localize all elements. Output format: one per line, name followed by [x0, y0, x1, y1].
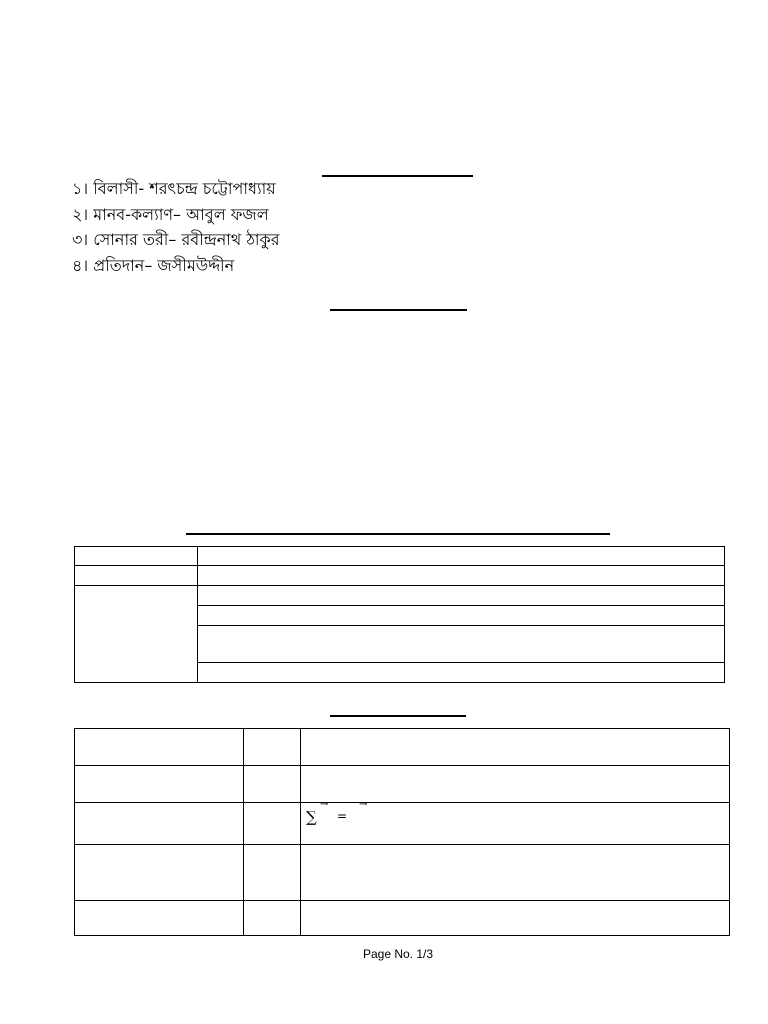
- list-item: [72, 202, 280, 228]
- table-row: [75, 901, 730, 936]
- list-number: ১।: [72, 179, 89, 198]
- table-row: [75, 586, 725, 606]
- table-cell: [244, 901, 301, 936]
- table-cell: [301, 901, 730, 936]
- table-1: [74, 546, 725, 683]
- list-item: [72, 227, 280, 253]
- list-text: মানব-কল্যাণ– আবুল ফজল: [93, 204, 269, 224]
- table-row: [75, 803, 730, 845]
- table-cell: [301, 729, 730, 766]
- table-cell: [198, 663, 725, 683]
- list-item: [72, 176, 280, 202]
- list-text: বিলাসী- শরৎচন্দ্র চট্টোপাধ্যায়: [93, 179, 276, 198]
- vector-arrow: →: [320, 799, 329, 810]
- table-cell: [198, 606, 725, 626]
- syllabus-list: [72, 176, 280, 278]
- table-row: [75, 729, 730, 766]
- table-cell: [244, 729, 301, 766]
- table-cell: [75, 845, 244, 901]
- table-cell: [198, 566, 725, 586]
- table-cell: [75, 586, 198, 683]
- list-text: প্রতিদান– জসীমউদ্দীন: [93, 255, 235, 275]
- table-cell: [244, 845, 301, 901]
- table-cell: [244, 766, 301, 803]
- table-cell: [301, 845, 730, 901]
- table-cell: [198, 586, 725, 606]
- heading-underline-3: [186, 533, 610, 535]
- equals-sign: =: [337, 809, 348, 823]
- list-number: ৪।: [72, 255, 89, 275]
- table-cell: [198, 626, 725, 663]
- table-cell: [75, 729, 244, 766]
- table-cell: [75, 766, 244, 803]
- table-cell: [75, 547, 198, 566]
- heading-underline-1: [322, 175, 473, 177]
- list-item: [72, 253, 280, 279]
- table-row: [75, 547, 725, 566]
- table-row: [75, 845, 730, 901]
- heading-underline-4: [330, 715, 466, 717]
- table-cell: [75, 566, 198, 586]
- table-row: [75, 766, 730, 803]
- table-cell: [75, 803, 244, 845]
- vector-arrow: →: [359, 799, 368, 810]
- heading-underline-2: [330, 309, 467, 311]
- table-cell: [198, 547, 725, 566]
- table-row: [75, 566, 725, 586]
- list-number: ৩।: [72, 230, 89, 249]
- sigma-symbol: ∑: [306, 808, 317, 826]
- list-number: ২।: [72, 204, 89, 224]
- table-2: [74, 728, 730, 936]
- list-text: সোনার তরী– রবীন্দ্রনাথ ঠাকুর: [93, 230, 280, 249]
- table-cell: [301, 766, 730, 803]
- page-number: Page No. 1/3: [362, 947, 434, 961]
- table-cell: [75, 901, 244, 936]
- table-cell: [244, 803, 301, 845]
